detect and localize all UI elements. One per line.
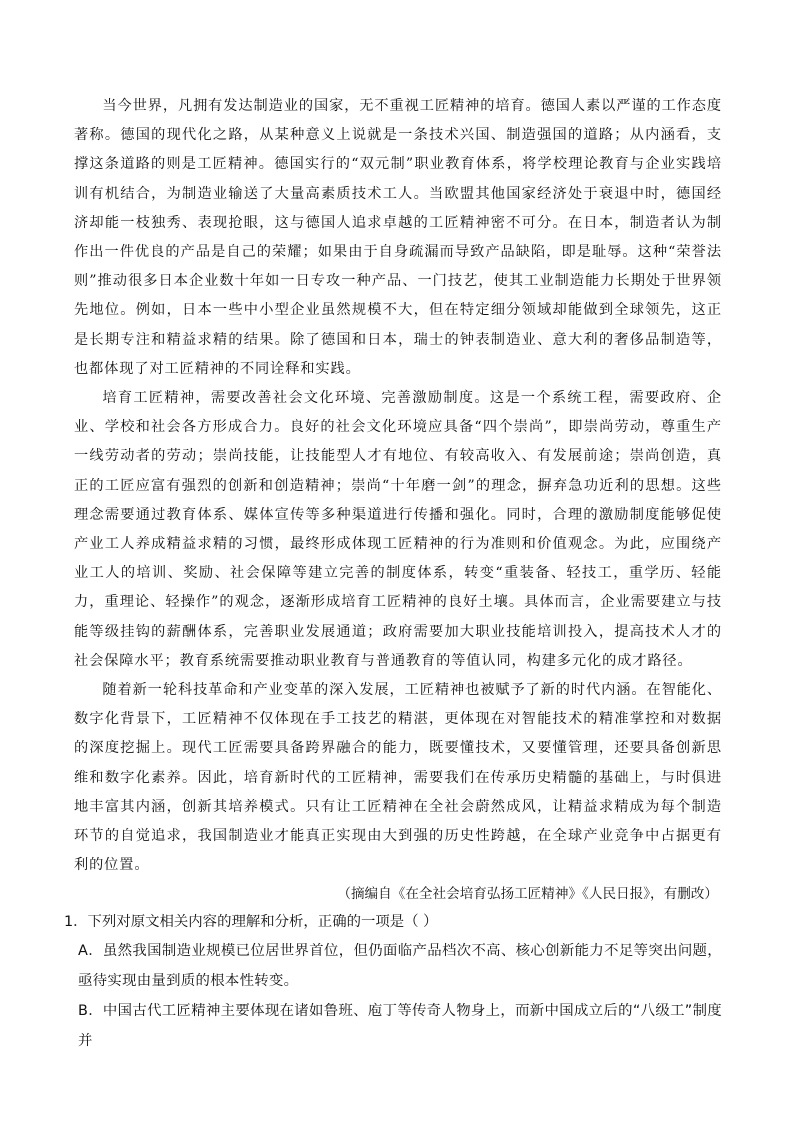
article-paragraph-2: 培育工匠精神，需要改善社会文化环境、完善激励制度。这是一个系统工程，需要政府、企业、学校和社会各方形成合力。良好的社会文化环境应具备“四个崇尚”，即崇尚劳动，尊重生产一线劳动者的劳动；崇尚技能，让技能型人才有地位、有较高收入、有发展前途；崇尚创造，真正的工匠应富有强烈的创新和创造精神；崇尚“十年磨一剑”的理念，摒弃急功近利的思想。这些理念需要通过教育体系、媒体宣传等多种渠道进行传播和强化。同时，合理的激励制度能够促使产业工人养成精益求精的习惯，最终形成体现工匠精神的行为准则和价值观念。为此，应围绕产业工人的培训、奖励、社会保障等建立完善的制度体系，转变“重装备、轻技工，重学历、轻能力，重理论、轻操作”的观念，逐渐形成培育工匠精神的良好土壤。具体而言，企业需要建立与技能等级挂钩的薪酬体系，完善职业发展通道；政府需要加大职业技能培训投入，提高技术人才的社会保障水平；教育系统需要推动职业教育与普通教育的等值认同，构建多元化的成才路径。 — [74, 390, 722, 669]
article-source: （摘编自《在全社会培育弘扬工匠精神》《人民日报》，有删改） — [337, 886, 718, 903]
question-option-a: A．虽然我国制造业规模已位居世界首位，但仍面临产品档次不高、核心创新能力不足等突出问题，亟待实现由量到质的根本性转变。 — [78, 943, 722, 990]
article-paragraph-3: 随着新一轮科技革命和产业变革的深入发展，工匠精神也被赋予了新的时代内涵。在智能化、数字化背景下，工匠精神不仅体现在手工技艺的精湛，更体现在对智能技术的精准掌控和对数据的深度挖掘上。现代工匠需要具备跨界融合的能力，既要懂技术，又要懂管理，还要具备创新思维和数字化素养。因此，培育新时代的工匠精神，需要我们在传承历史精髓的基础上，与时俱进地丰富其内涵，创新其培养模式。只有让工匠精神在全社会蔚然成风，让精益求精成为每个制造环节的自觉追求，我国制造业才能真正实现由大到强的历史性跨越，在全球产业竞争中占据更有利的位置。 — [74, 682, 722, 874]
document-content — [64, 92, 722, 1056]
question-stem: 1．下列对原文相关内容的理解和分析，正确的一项是（ ） — [64, 914, 438, 931]
question-option-b: B．中国古代工匠精神主要体现在诸如鲁班、庖丁等传奇人物身上，而新中国成立后的“八级工”制度并 — [78, 1003, 722, 1050]
article-paragraph-1: 当今世界，凡拥有发达制造业的国家，无不重视工匠精神的培育。德国人素以严谨的工作态度著称。德国的现代化之路，从某种意义上说就是一条技术兴国、制造强国的道路；从内涵看，支撑这条道路的则是工匠精神。德国实行的“双元制”职业教育体系，将学校理论教育与企业实践培训有机结合，为制造业输送了大量高素质技术工人。当欧盟其他国家经济处于衰退中时，德国经济却能一枝独秀、表现抢眼，这与德国人追求卓越的工匠精神密不可分。在日本，制造者认为制作出一件优良的产品是自己的荣耀；如果由于自身疏漏而导致产品缺陷，即是耻辱。这种“荣誉法则”推动很多日本企业数十年如一日专攻一种产品、一门技艺，使其工业制造能力长期处于世界领先地位。例如，日本一些中小型企业虽然规模不大，但在特定细分领域却能做到全球领先，这正是长期专注和精益求精的结果。除了德国和日本，瑞士的钟表制造业、意大利的奢侈品制造等，也都体现了对工匠精神的不同诠释和实践。 — [74, 98, 722, 377]
